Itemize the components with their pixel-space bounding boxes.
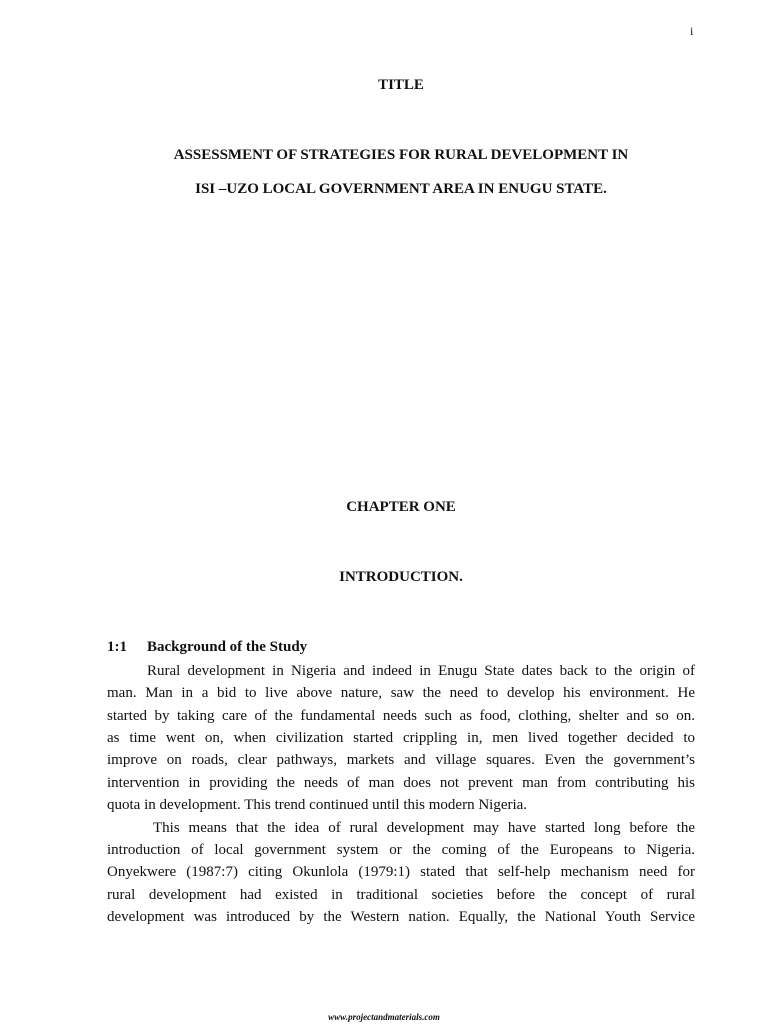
chapter-heading: CHAPTER ONE — [346, 499, 456, 515]
section-heading — [107, 639, 307, 656]
paragraph-line: rural development had existed in traditional societies before the concept of rural — [107, 887, 695, 903]
title-label: TITLE — [378, 77, 424, 93]
section-title: Background of the Study — [147, 639, 308, 655]
paragraph-line: started by taking care of the fundamental needs such as food, clothing, shelter and so on. — [107, 708, 695, 724]
section-number: 1:1 — [107, 639, 127, 655]
document-title-line: ASSESSMENT OF STRATEGIES FOR RURAL DEVELOPMENT IN — [173, 147, 629, 163]
footer-website: www.projectandmaterials.com — [328, 1012, 440, 1022]
paragraph-line: introduction of local government system or the coming of the Europeans to Nigeria. — [107, 842, 695, 858]
page-number: i — [690, 24, 694, 38]
paragraph-line: Rural development in Nigeria and indeed in Enugu State dates back to the origin of — [147, 663, 695, 679]
paragraph-line: This means that the idea of rural development may have started long before the — [153, 820, 695, 836]
paragraph-line: intervention in providing the needs of man does not prevent man from contributing his — [107, 775, 695, 791]
paragraph-line: Onyekwere (1987:7) citing Okunlola (1979:1) stated that self-help mechanism need for — [107, 864, 695, 880]
introduction-heading: INTRODUCTION. — [339, 569, 463, 585]
paragraph-line: man. Man in a bid to live above nature, saw the need to develop his environment. He — [107, 685, 695, 701]
document-title-line: ISI –UZO LOCAL GOVERNMENT AREA IN ENUGU STATE. — [195, 181, 607, 197]
paragraph-line: quota in development. This trend continued until this modern Nigeria. — [107, 797, 528, 813]
paragraph-line: as time went on, when civilization started crippling in, men lived together decided to — [107, 730, 695, 746]
paragraph-line: improve on roads, clear pathways, markets and village squares. Even the government’s — [107, 752, 695, 768]
paragraph-line: development was introduced by the Western nation. Equally, the National Youth Service — [107, 909, 695, 925]
